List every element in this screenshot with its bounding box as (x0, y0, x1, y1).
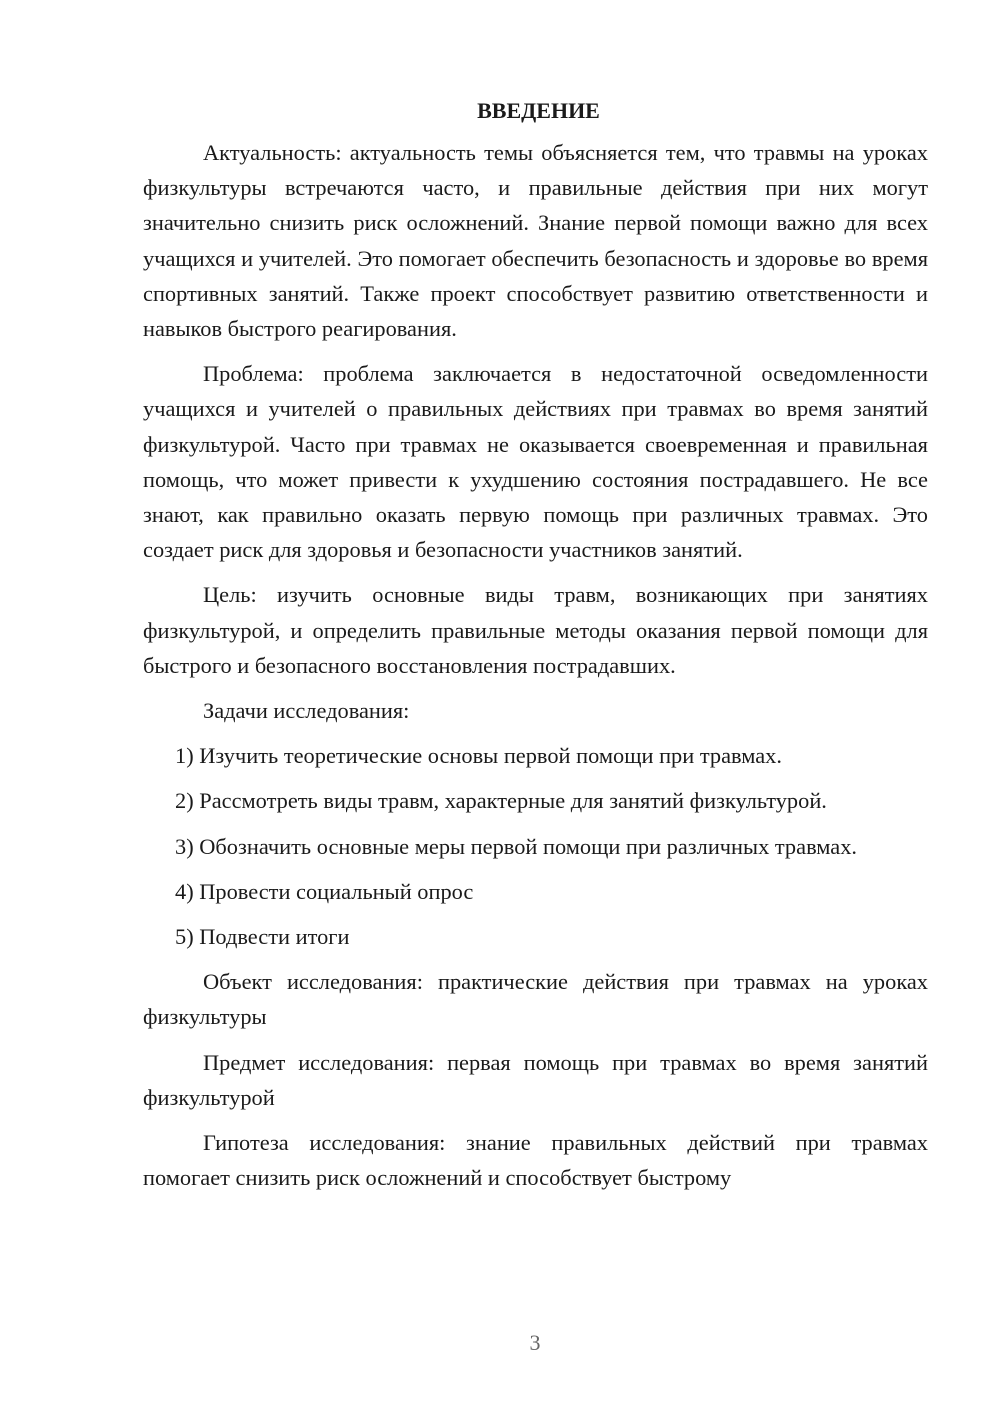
paragraph-object: Объект исследования: практические действия при травмах на уроках физкультуры (143, 969, 928, 1030)
page-content (143, 95, 928, 1205)
task-item: 5) Подвести итоги (175, 924, 350, 950)
task-item: 1) Изучить теоретические основы первой помощи при травмах. (175, 743, 782, 769)
task-item: 4) Провести социальный опрос (175, 878, 474, 904)
paragraph-problem: Проблема: проблема заключается в недостаточной осведомленности учащихся и учителей о правильных действиях при травмах во время занятий физкультурой. Часто при травмах не оказывается своевременная и правильная помощь, что может привести к ухудшению состояния пострадавшего. Не все знают, как правильно оказать первую помощь при различных травмах. Это создает риск для здоровья и безопасности участников занятий. (143, 361, 928, 563)
page-number: 3 (529, 1330, 541, 1355)
tasks-heading: Задачи исследования: (203, 698, 410, 724)
task-item: 3) Обозначить основные меры первой помощи при различных травмах. (175, 833, 858, 859)
paragraph-subject: Предмет исследования: первая помощь при травмах во время занятий физкультурой (143, 1049, 928, 1110)
task-item: 2) Рассмотреть виды травм, характерные для занятий физкультурой. (175, 788, 827, 814)
paragraph-relevance: Актуальность: актуальность темы объясняется тем, что травмы на уроках физкультуры встречаются часто, и правильные действия при них могут значительно снизить риск осложнений. Знание первой помощи важно для всех учащихся и учителей. Это помогает обеспечить безопасность и здоровье во время спортивных занятий. Также проект способствует развитию ответственности и навыков быстрого реагирования. (143, 140, 928, 342)
paragraph-goal: Цель: изучить основные виды травм, возникающих при занятиях физкультурой, и определить правильные методы оказания первой помощи для быстрого и безопасного восстановления пострадавших. (143, 582, 928, 678)
paragraph-hypothesis: Гипотеза исследования: знание правильных действий при травмах помогает снизить риск осложнений и способствует быстрому (143, 1130, 928, 1191)
section-title: ВВЕДЕНИЕ (477, 98, 600, 123)
